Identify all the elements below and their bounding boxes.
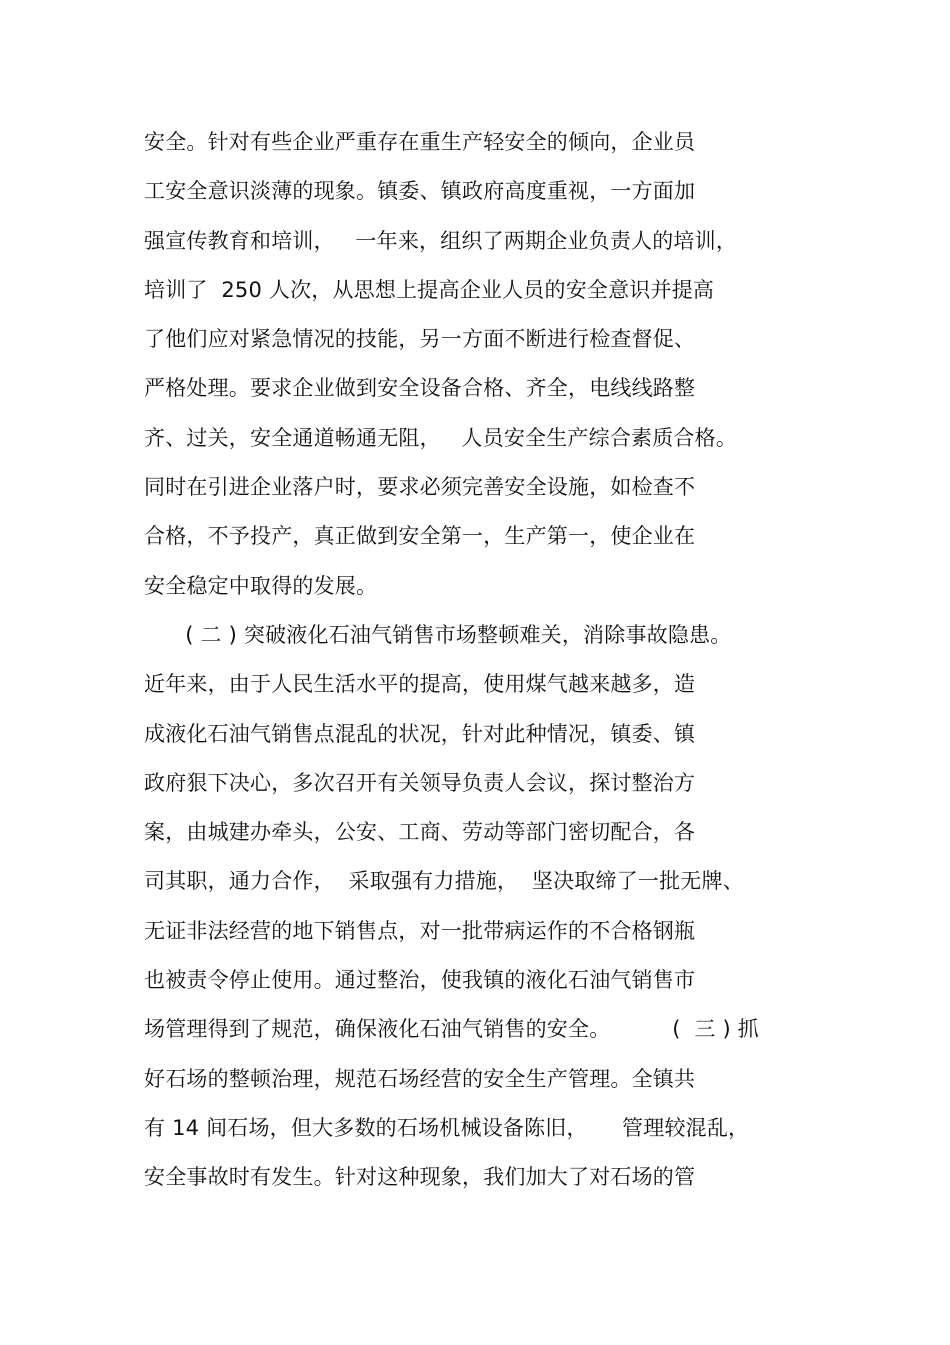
text-line: 近年来，由于人民生活水平的提高，使用煤气越来越多，造: [144, 672, 696, 697]
text-line: 政府狠下决心，多次召开有关领导负责人会议，探讨整治方: [144, 770, 696, 795]
body-text: [144, 118, 824, 1203]
text-line: 安全事故时有发生。针对这种现象，我们加大了对石场的管: [144, 1165, 696, 1190]
text-line: 成液化石油气销售点混乱的状况，针对此种情况，镇委、镇: [144, 721, 696, 746]
text-line: 了他们应对紧急情况的技能，另一方面不断进行检查督促、: [144, 327, 696, 352]
text-line: 培训了 250 人次，从思想上提高企业人员的安全意识并提高: [144, 277, 715, 302]
text-line: 严格处理。要求企业做到安全设备合格、齐全，电线线路整: [144, 376, 696, 401]
text-line: 齐、过关，安全通道畅通无阻， 人员安全生产综合素质合格。: [144, 425, 738, 450]
text-line: 司其职，通力合作， 采取强有力措施， 坚决取缔了一批无牌、: [144, 869, 744, 894]
text-line: 安全。针对有些企业严重存在重生产轻安全的倾向，企业员: [144, 130, 696, 154]
text-line: 无证非法经营的地下销售点，对一批带病运作的不合格钢瓶: [144, 918, 696, 943]
text-line: 合格，不予投产，真正做到安全第一，生产第一，使企业在: [144, 524, 696, 549]
text-line: 有 14 间石场，但大多数的石场机械设备陈旧， 管理较混乱，: [144, 1115, 750, 1140]
text-line: 也被责令停止使用。通过整治，使我镇的液化石油气销售市: [144, 968, 696, 993]
text-line: 强宣传教育和培训， 一年来，组织了两期企业负责人的培训，: [144, 228, 738, 253]
text-line: 好石场的整顿治理，规范石场经营的安全生产管理。全镇共: [144, 1066, 696, 1091]
text-line: 案，由城建办牵头，公安、工商、劳动等部门密切配合，各: [144, 820, 696, 845]
text-line: 场管理得到了规范，确保液化石油气销售的安全。 ( 三 ) 抓: [144, 1017, 759, 1042]
section-heading-line: ( 二 ) 突破液化石油气销售市场整顿难关，消除事故隐患。: [144, 622, 732, 647]
text-line: 安全稳定中取得的发展。: [144, 573, 378, 598]
text-line: 同时在引进企业落户时，要求必须完善安全设施，如检查不: [144, 475, 696, 500]
text-line: 工安全意识淡薄的现象。镇委、镇政府高度重视，一方面加: [144, 179, 696, 204]
